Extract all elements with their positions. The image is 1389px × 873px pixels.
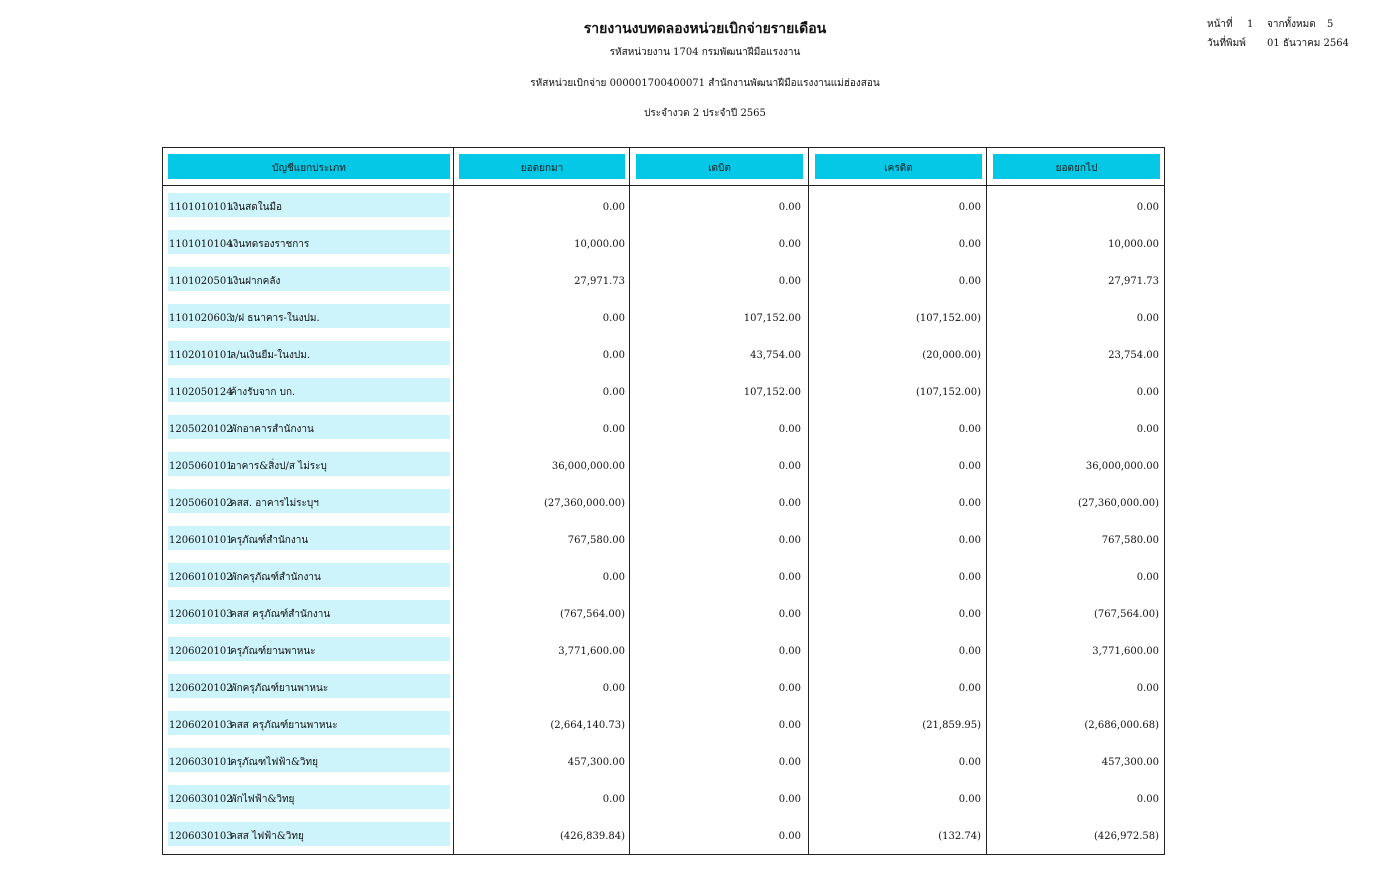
page-info (1207, 15, 1349, 53)
credit-value: (107,152.00) (915, 387, 981, 398)
debit-value: 0.00 (778, 609, 801, 620)
account-name: เงินทดรองราชการ (230, 239, 310, 250)
account-cell (168, 452, 450, 476)
brought-forward-value: 0.00 (602, 387, 625, 398)
account-name: พักอาคารสำนักงาน (230, 424, 314, 435)
carried-forward-value: 23,754.00 (1108, 350, 1159, 361)
debit-value: 0.00 (778, 239, 801, 250)
account-code: 1102050124 (169, 387, 233, 398)
account-cell (168, 415, 450, 439)
account-code: 1206010101 (169, 535, 233, 546)
header-divider (163, 185, 1164, 186)
account-code: 1206020102 (169, 683, 233, 694)
carried-forward-value: 0.00 (1136, 387, 1159, 398)
credit-value: 0.00 (958, 683, 981, 694)
table-row (163, 526, 1166, 550)
table-row (163, 748, 1166, 772)
account-code: 1206020103 (169, 720, 233, 731)
credit-value: 0.00 (958, 498, 981, 509)
account-cell (168, 378, 450, 402)
credit-value: (20,000.00) (922, 350, 981, 361)
account-cell (168, 637, 450, 661)
carried-forward-value: 457,300.00 (1101, 757, 1159, 768)
page-number: 1 (1247, 19, 1254, 30)
credit-value: 0.00 (958, 461, 981, 472)
debit-value: 0.00 (778, 646, 801, 657)
table-row (163, 489, 1166, 513)
table-row (163, 267, 1166, 291)
account-cell (168, 304, 450, 328)
account-name: พักครุภัณฑ์สำนักงาน (230, 572, 321, 583)
account-code: 1206030101 (169, 757, 233, 768)
header-credit: เครดิต (815, 154, 982, 179)
brought-forward-value: 3,771,600.00 (558, 646, 625, 657)
account-code: 1205060102 (169, 498, 233, 509)
table-row (163, 785, 1166, 809)
table-row (163, 341, 1166, 365)
carried-forward-value: (2,686,000.68) (1084, 720, 1159, 731)
brought-forward-value: 0.00 (602, 313, 625, 324)
table-row (163, 230, 1166, 254)
debit-value: 107,152.00 (743, 387, 801, 398)
table-row (163, 415, 1166, 439)
account-name: ครุภัณฑ์สำนักงาน (230, 535, 309, 546)
account-code: 1101010104 (169, 239, 233, 250)
account-name: ค้างรับจาก บก. (230, 387, 296, 398)
brought-forward-value: 36,000,000.00 (551, 461, 625, 472)
debit-value: 0.00 (778, 461, 801, 472)
table-row (163, 711, 1166, 735)
table-row (163, 637, 1166, 661)
account-name: อาคาร&สิ่งป/ส ไม่ระบุ (230, 461, 327, 472)
account-code: 1206020101 (169, 646, 233, 657)
account-code: 1206030103 (169, 831, 233, 842)
account-name: ครุภัณฑ์ยานพาหนะ (230, 646, 316, 657)
agency-line: รหัสหน่วยงาน 1704 กรมพัฒนาฝีมือแรงงาน (609, 47, 801, 58)
brought-forward-value: 0.00 (602, 683, 625, 694)
debit-value: 0.00 (778, 831, 801, 842)
table-row (163, 600, 1166, 624)
credit-value: 0.00 (958, 424, 981, 435)
account-cell (168, 600, 450, 624)
debit-value: 0.00 (778, 794, 801, 805)
table-row (163, 378, 1166, 402)
account-code: 1206010102 (169, 572, 233, 583)
account-cell (168, 674, 450, 698)
header-carried-forward: ยอดยกไป (993, 154, 1160, 179)
account-cell (168, 563, 450, 587)
brought-forward-value: 457,300.00 (567, 757, 625, 768)
of-label: จากทั้งหมด (1267, 19, 1316, 30)
period-line: ประจำงวด 2 ประจำปี 2565 (644, 108, 766, 119)
account-name: พักไฟฟ้า&วิทยุ (230, 794, 295, 805)
account-cell (168, 785, 450, 809)
debit-value: 0.00 (778, 757, 801, 768)
credit-value: 0.00 (958, 572, 981, 583)
carried-forward-value: 0.00 (1136, 794, 1159, 805)
disbursing-unit-line: รหัสหน่วยเบิกจ่าย 000001700400071 สำนักงานพัฒนาฝีมือแรงงานแม่ฮ่องสอน (530, 78, 880, 89)
account-name: ง/ฝ ธนาคาร-ในงปม. (230, 313, 320, 324)
brought-forward-value: 0.00 (602, 572, 625, 583)
header-brought-forward: ยอดยกมา (459, 154, 625, 179)
credit-value: 0.00 (958, 535, 981, 546)
credit-value: 0.00 (958, 276, 981, 287)
debit-value: 107,152.00 (743, 313, 801, 324)
credit-value: 0.00 (958, 609, 981, 620)
debit-value: 0.00 (778, 572, 801, 583)
account-cell (168, 822, 450, 846)
account-cell (168, 267, 450, 291)
brought-forward-value: (27,360,000.00) (544, 498, 625, 509)
account-name: คสส ไฟฟ้า&วิทยุ (230, 831, 304, 842)
account-code: 1101010101 (169, 202, 233, 213)
brought-forward-value: (426,839.84) (559, 831, 625, 842)
account-name: ล/นเงินยืม-ในงปม. (230, 350, 311, 361)
table-row (163, 193, 1166, 217)
credit-value: (21,859.95) (922, 720, 981, 731)
account-cell (168, 711, 450, 735)
brought-forward-value: 10,000.00 (574, 239, 625, 250)
table-row (163, 822, 1166, 846)
brought-forward-value: 0.00 (602, 350, 625, 361)
credit-value: 0.00 (958, 646, 981, 657)
brought-forward-value: (767,564.00) (559, 609, 625, 620)
account-cell (168, 193, 450, 217)
brought-forward-value: 0.00 (602, 794, 625, 805)
credit-value: 0.00 (958, 239, 981, 250)
debit-value: 0.00 (778, 202, 801, 213)
account-code: 1206010103 (169, 609, 233, 620)
carried-forward-value: 27,971.73 (1108, 276, 1159, 287)
brought-forward-value: 0.00 (602, 202, 625, 213)
credit-value: 0.00 (958, 794, 981, 805)
account-code: 1102010101 (169, 350, 233, 361)
credit-value: 0.00 (958, 757, 981, 768)
table-row (163, 563, 1166, 587)
trial-balance-table (162, 147, 1165, 855)
carried-forward-value: (27,360,000.00) (1078, 498, 1159, 509)
account-name: คสส ครุภัณฑ์ยานพาหนะ (230, 720, 338, 731)
debit-value: 0.00 (778, 424, 801, 435)
account-code: 1206030102 (169, 794, 233, 805)
carried-forward-value: 3,771,600.00 (1092, 646, 1159, 657)
account-cell (168, 341, 450, 365)
account-name: เงินสดในมือ (230, 202, 283, 213)
brought-forward-value: 767,580.00 (567, 535, 625, 546)
report-title: รายงานงบทดลองหน่วยเบิกจ่ายรายเดือน (583, 21, 827, 37)
credit-value: 0.00 (958, 202, 981, 213)
debit-value: 0.00 (778, 276, 801, 287)
account-name: คสส ครุภัณฑ์สำนักงาน (230, 609, 331, 620)
debit-value: 43,754.00 (750, 350, 801, 361)
account-code: 1205060101 (169, 461, 233, 472)
account-cell (168, 526, 450, 550)
carried-forward-value: 0.00 (1136, 202, 1159, 213)
page-label: หน้าที่ (1207, 19, 1233, 30)
debit-value: 0.00 (778, 720, 801, 731)
account-name: คสส. อาคารไม่ระบุฯ (230, 498, 319, 509)
debit-value: 0.00 (778, 535, 801, 546)
carried-forward-value: 0.00 (1136, 313, 1159, 324)
carried-forward-value: (767,564.00) (1093, 609, 1159, 620)
brought-forward-value: 0.00 (602, 424, 625, 435)
credit-value: (107,152.00) (915, 313, 981, 324)
brought-forward-value: 27,971.73 (574, 276, 625, 287)
table-row (163, 304, 1166, 328)
account-cell (168, 230, 450, 254)
header-debit: เดบิต (636, 154, 803, 179)
table-row (163, 452, 1166, 476)
account-code: 1205020102 (169, 424, 233, 435)
carried-forward-value: 36,000,000.00 (1085, 461, 1159, 472)
carried-forward-value: (426,972.58) (1093, 831, 1159, 842)
brought-forward-value: (2,664,140.73) (550, 720, 625, 731)
total-pages: 5 (1327, 19, 1334, 30)
account-cell (168, 748, 450, 772)
table-row (163, 674, 1166, 698)
debit-value: 0.00 (778, 498, 801, 509)
print-date-label: วันที่พิมพ์ (1207, 38, 1246, 49)
credit-value: (132.74) (938, 831, 981, 842)
account-name: เงินฝากคลัง (230, 276, 281, 287)
account-name: ครุภัณฑไฟฟ้า&วิทยุ (230, 757, 319, 768)
carried-forward-value: 0.00 (1136, 572, 1159, 583)
carried-forward-value: 767,580.00 (1101, 535, 1159, 546)
print-date: 01 ธันวาคม 2564 (1267, 38, 1349, 49)
account-code: 1101020603 (169, 313, 233, 324)
carried-forward-value: 0.00 (1136, 424, 1159, 435)
carried-forward-value: 10,000.00 (1108, 239, 1159, 250)
account-cell (168, 489, 450, 513)
account-code: 1101020501 (169, 276, 233, 287)
account-name: พักครุภัณฑ์ยานพาหนะ (230, 683, 329, 694)
header-account: บัญชีแยกประเภท (168, 154, 450, 179)
carried-forward-value: 0.00 (1136, 683, 1159, 694)
debit-value: 0.00 (778, 683, 801, 694)
